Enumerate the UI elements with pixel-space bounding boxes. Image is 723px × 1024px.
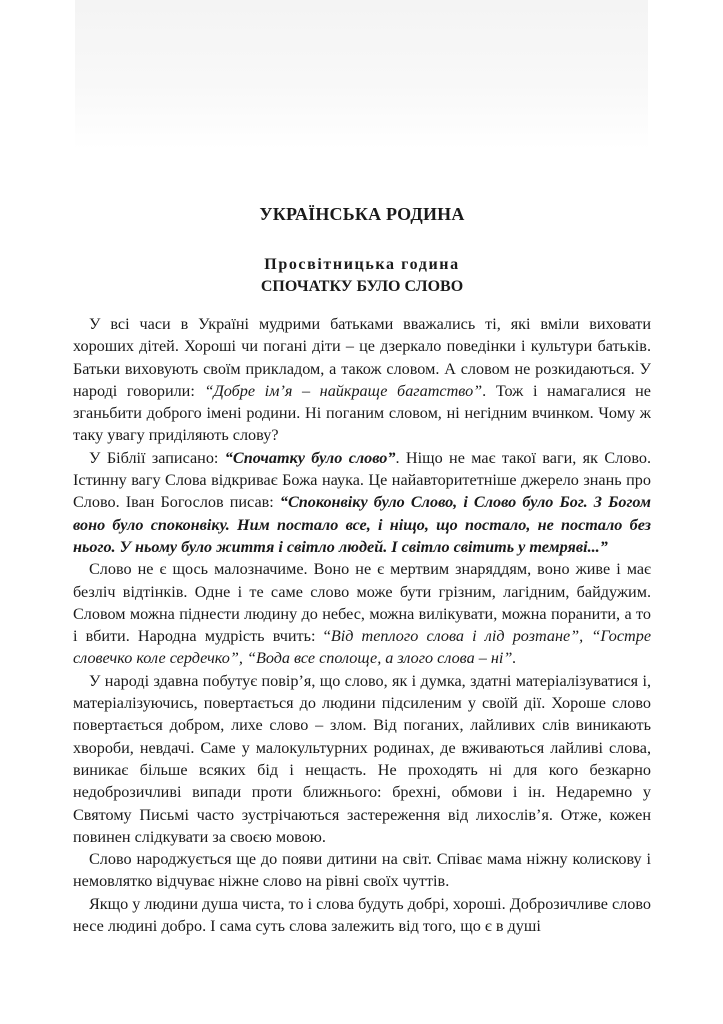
- text-run: Слово народжується ще до появи дитини на світ. Співає мама ніжну колискову і немовлятко відчуває ніжне слово на рівні своїх чуттів.: [73, 850, 651, 891]
- text-run: Слово не є щось малозначиме. Воно не є мертвим знаряддям, воно живе і має безліч відтінків. Одне і те саме слово може бути грізним, лагідним, байдужим. Словом можна піднести людину до небес, можна вилікувати, можна поранити, а то і вбити. Народна мудрість вчить: “: [73, 560, 651, 646]
- text-run: . Ніщо не має такої ваги, як Слово. Істинну вагу Слова відкриває Божа наука. Це найавторитетніше джерело знань про Слово. Іван Богослов писав:: [73, 448, 652, 512]
- page-top-shading: [75, 0, 648, 150]
- paragraph: [73, 558, 651, 669]
- emphasized-text: “Спочатку було слово”: [224, 448, 396, 467]
- section-heading: СПОЧАТКУ БУЛО СЛОВО: [260, 278, 464, 295]
- text-run: Якщо у людини душа чиста, то і слова будуть добрі, хороші. Доброзичливе слово несе людині добро. І сама суть слова залежить від того, що є в душі: [73, 894, 652, 936]
- paragraph: [73, 670, 651, 848]
- paragraph: [73, 313, 651, 447]
- paragraph: [73, 848, 651, 893]
- emphasized-text: “Добре ім’я – найкраще багатство”: [204, 381, 483, 400]
- document-body: [73, 313, 651, 937]
- paragraph: [73, 447, 651, 558]
- emphasized-text: Від теплого слова і лід розтане”, “Гостре словечко коле сердечко”, “Вода все сполоще, а злого слова – ні”.: [73, 627, 652, 668]
- document-title: УКРАЇНСЬКА РОДИНА: [259, 204, 465, 224]
- emphasized-text: “Споконвіку було Слово, і Слово було Бог. З Богом воно було споконвіку. Ним постало все, і ніщо, що постало, не постало без нього. У ньому було життя і світло людей. І світло світить у темряві...”: [73, 493, 651, 556]
- text-run: У Біблії записано:: [89, 448, 225, 467]
- text-run: У народі здавна побутує повір’я, що слово, як і думка, здатні матеріалізуватися і, матеріалізуючись, повертається до людини підсиленим у своїй дії. Хороше слово повертається добром, лихе слово – злом. Від поганих, лайливих слів виникають хвороби, невдачі. Саме у малокультурних родинах, де вживаються лайливі слова, виникає більше всяких бід і нещасть. Не проходять ні для кого безкарно недоброзичливі випади проти ближнього: брехні, обмови і ін. Недаремно у Святому Письмі часто зустрічаються застереження від лихослів’я. Отже, кожен повинен слідкувати за своєю мовою.: [73, 671, 651, 846]
- text-run: У всі часи в Україні мудрими батьками вважались ті, які вміли виховати хороших дітей. Хороші чи погані діти – це дзеркало поведінки і культури батьків. Батьки виховують своїм прикладом, а також словом. А словом не розкидаються. У народі говорили:: [73, 315, 651, 400]
- paragraph: [73, 893, 651, 938]
- document-subtitle: Просвітницька година: [264, 256, 460, 273]
- text-run: . Тож і намагалися не зганьбити доброго імені родини. Ні поганим словом, ні негідним вчинком. Чому ж таку увагу приділяють слову?: [73, 381, 651, 445]
